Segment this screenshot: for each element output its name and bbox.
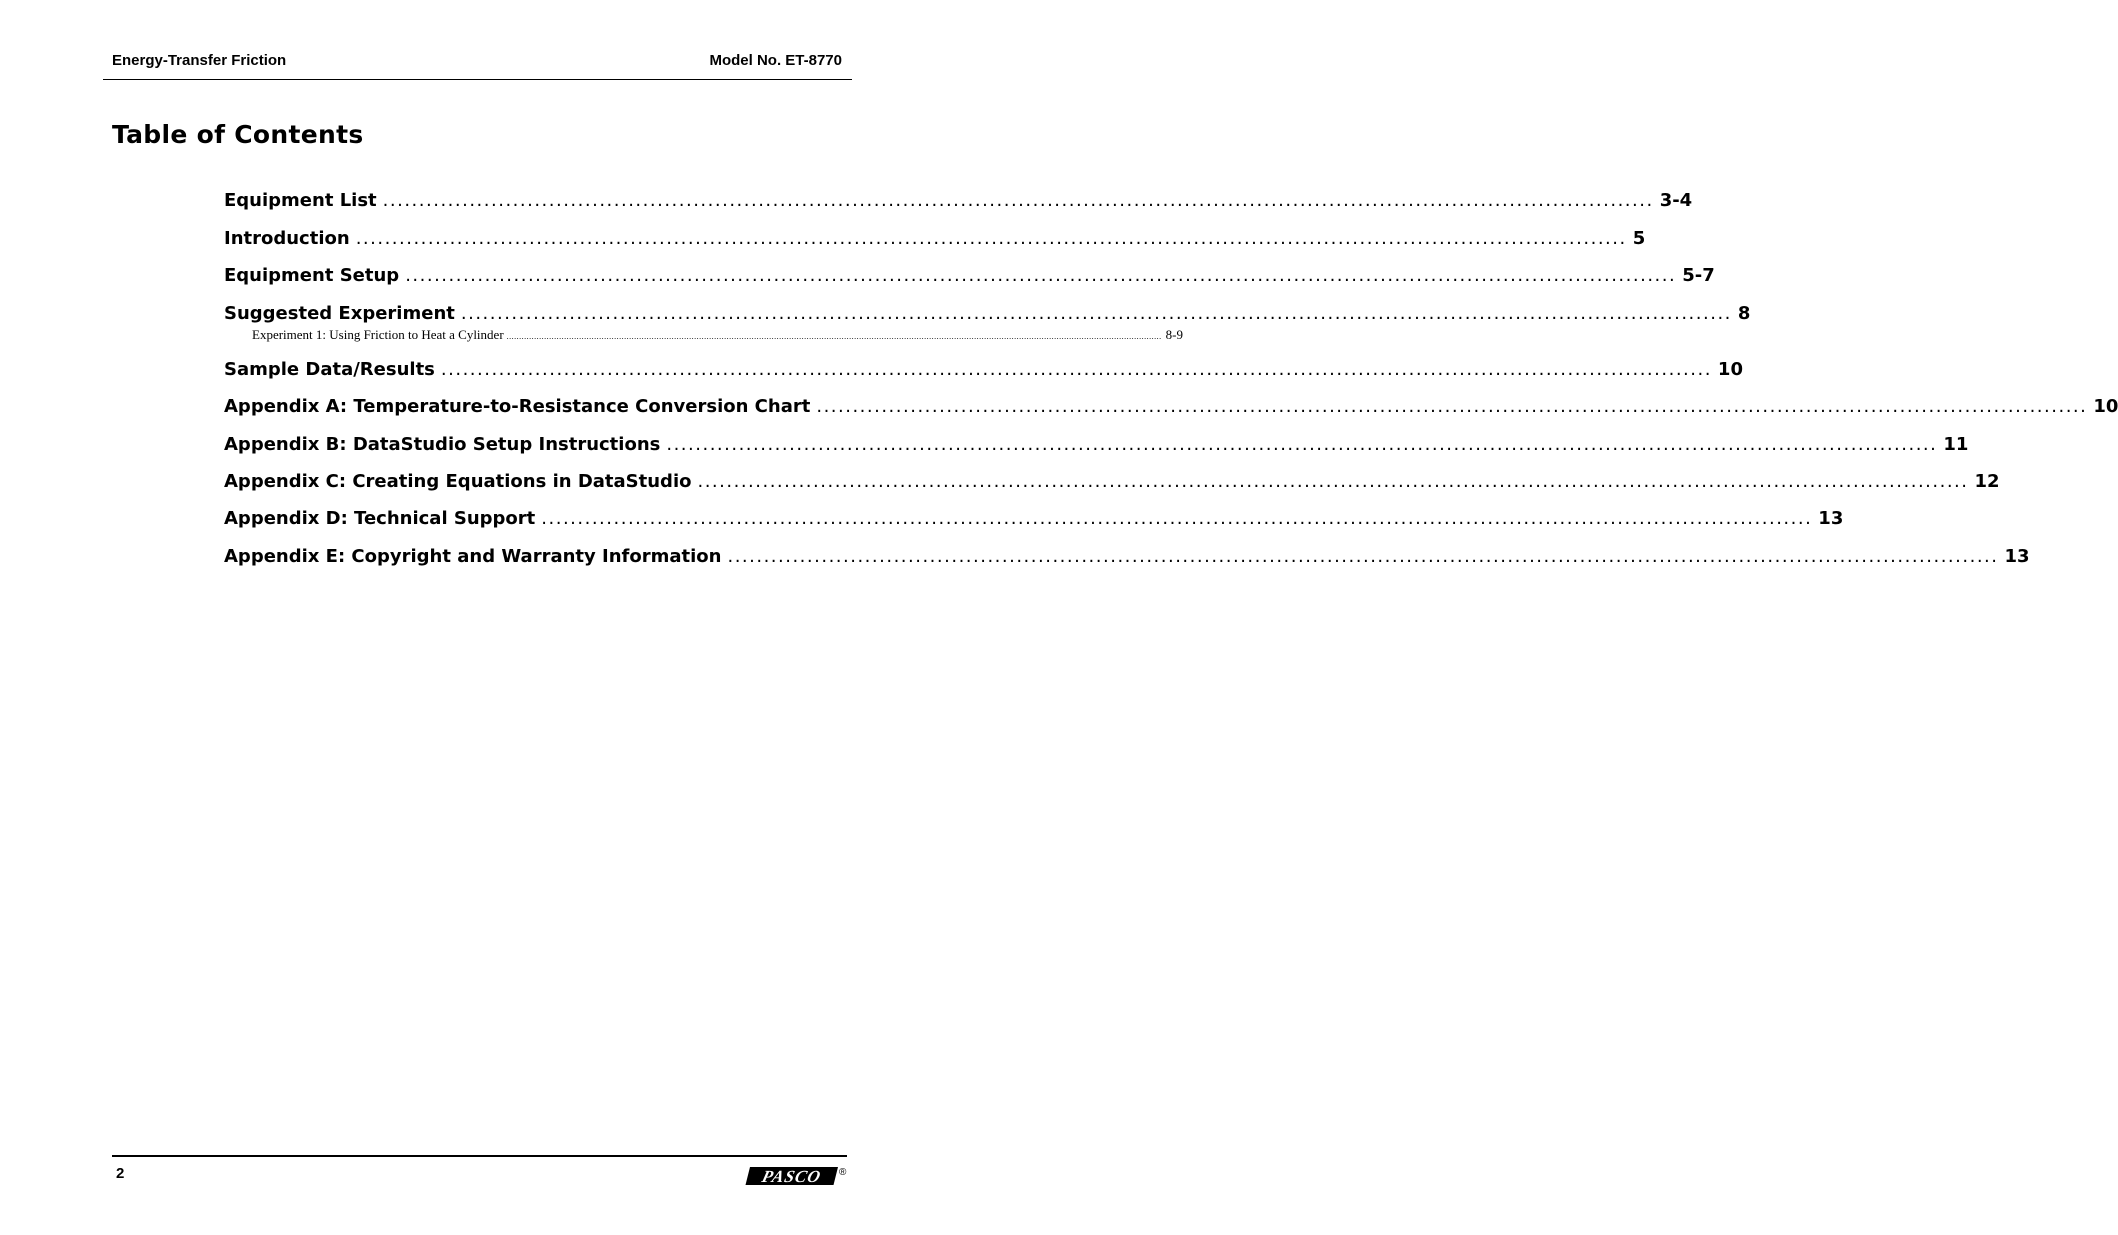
footer-rule: [112, 1155, 847, 1157]
toc-entry-label: Appendix E: Copyright and Warranty Information: [224, 546, 722, 567]
toc-entry-label: Appendix D: Technical Support: [224, 508, 536, 529]
logo-text: PASCO: [760, 1167, 824, 1186]
header-model-number: Model No. ET-8770: [709, 52, 842, 69]
toc-entry-label: Equipment Setup: [224, 265, 400, 286]
toc-entry-page: 5: [1632, 228, 1646, 249]
toc-leader-dots: ................................................................................................................................................................................: [816, 396, 2088, 417]
toc-leader-dots: ................................................................................................................................................................................: [355, 228, 1627, 249]
toc-leader-dots: ................................................................................................................................................................................: [440, 359, 1712, 380]
toc-entry-page: 13: [2004, 546, 2030, 567]
toc-entry-appendix-a[interactable]: [224, 396, 2118, 417]
toc-subentry-page: 8-9: [1165, 327, 1183, 342]
toc-subentry-label: Experiment 1: Using Friction to Heat a Cylinder: [252, 327, 504, 342]
toc-leader-dots: ................................................................................................................................................................................: [666, 434, 1938, 455]
toc-entry-appendix-b[interactable]: [224, 434, 1969, 455]
toc-entry-label: Equipment List: [224, 190, 377, 211]
toc-entry-page: 8: [1737, 303, 1751, 324]
toc-entry-page: 11: [1943, 434, 1969, 455]
toc-entry-page: 10: [2093, 396, 2118, 417]
toc-entry-page: 3-4: [1659, 190, 1693, 211]
toc-entry-equipment-setup[interactable]: [224, 265, 1715, 286]
toc-leader-dots: ................................................................................................................................................................................: [541, 508, 1813, 529]
registered-mark: ®: [839, 1167, 847, 1178]
toc-entry-page: 10: [1717, 359, 1743, 380]
toc-leader-dots: ......................................................................................................................................................................................................................................................................: [506, 332, 1162, 341]
toc-entry-label: Appendix B: DataStudio Setup Instructions: [224, 434, 661, 455]
toc-entry-suggested-experiment[interactable]: [224, 303, 1751, 324]
header-rule: [103, 79, 852, 80]
pasco-logo: [746, 1163, 856, 1189]
toc-entry-appendix-d[interactable]: [224, 508, 1844, 529]
toc-subentry-experiment-1[interactable]: [252, 327, 1183, 343]
page-title: Table of Contents: [112, 120, 364, 149]
toc-entry-label: Suggested Experiment: [224, 303, 455, 324]
toc-entry-equipment-list[interactable]: [224, 190, 1693, 211]
toc-entry-page: 12: [1974, 471, 2000, 492]
toc-entry-page: 5-7: [1682, 265, 1715, 286]
toc-leader-dots: ................................................................................................................................................................................: [405, 265, 1677, 286]
toc-entry-page: 13: [1818, 508, 1844, 529]
toc-leader-dots: ................................................................................................................................................................................: [697, 471, 1969, 492]
page-number: 2: [116, 1165, 125, 1182]
toc-leader-dots: ................................................................................................................................................................................: [727, 546, 1999, 567]
header-title: Energy-Transfer Friction: [112, 52, 287, 69]
toc-entry-label: Appendix A: Temperature-to-Resistance Conversion Chart: [224, 396, 811, 417]
toc-entry-introduction[interactable]: [224, 228, 1646, 249]
toc-entry-label: Appendix C: Creating Equations in DataStudio: [224, 471, 692, 492]
toc-entry-label: Introduction: [224, 228, 350, 249]
toc-entry-appendix-e[interactable]: [224, 546, 2030, 567]
toc-entry-sample-data[interactable]: [224, 359, 1743, 380]
toc-leader-dots: ................................................................................................................................................................................: [460, 303, 1732, 324]
toc-leader-dots: ................................................................................................................................................................................: [382, 190, 1654, 211]
toc-entry-appendix-c[interactable]: [224, 471, 2000, 492]
toc-entry-label: Sample Data/Results: [224, 359, 435, 380]
